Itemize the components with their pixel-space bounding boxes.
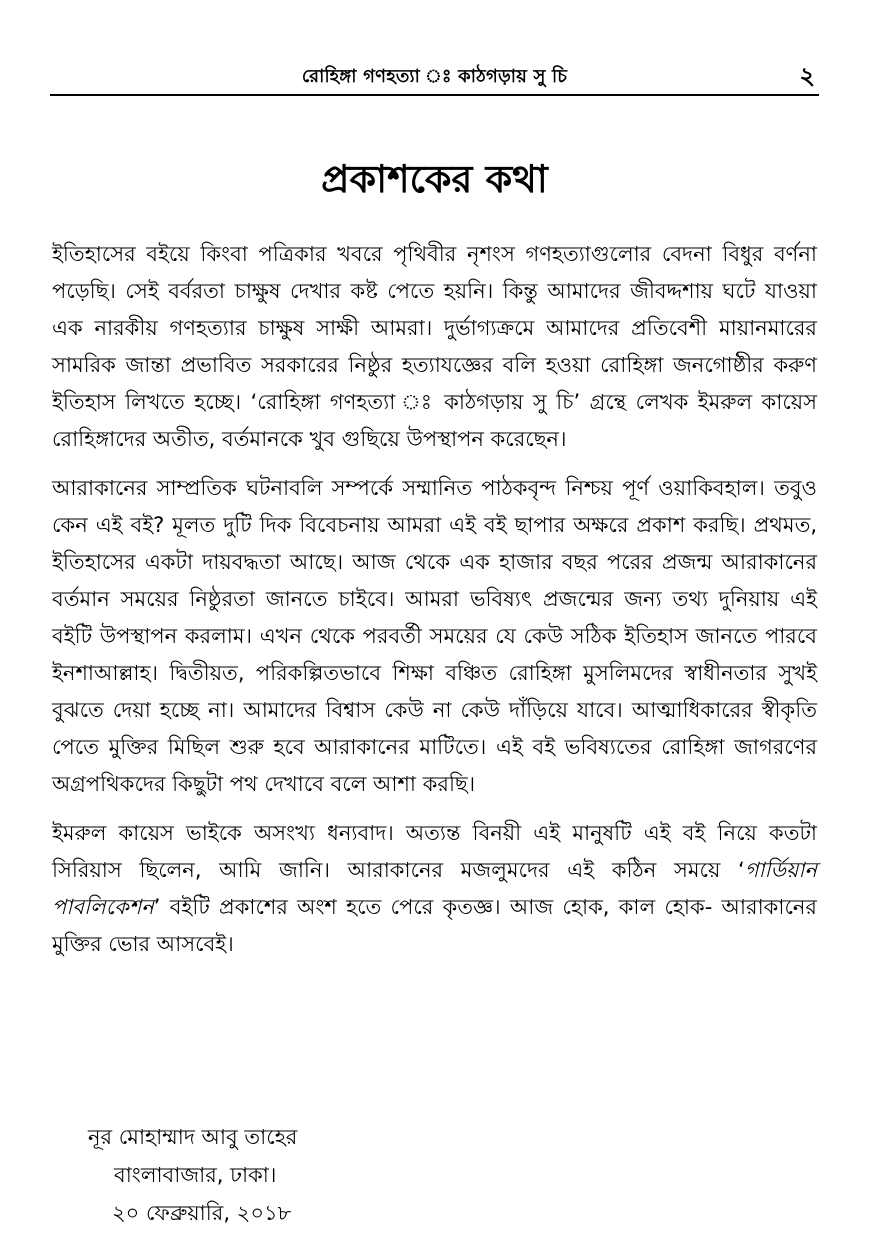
paragraph-1: ইতিহাসের বইয়ে কিংবা পত্রিকার খবরে পৃথিবীর নৃশংস গণহত্যাগুলোর বেদনা বিধুর বর্ণনা পড়েছি। সেই বর্বরতা চাক্ষুষ দেখার কষ্ট পেতে হয়নি। কিন্তু আমাদের জীবদ্দশায় ঘটে যাওয়া এক নারকীয় গণহত্যার চাক্ষুষ সাক্ষী আমরা। দুর্ভাগ্যক্রমে আমাদের প্রতিবেশী মায়ানমারের সামরিক জান্তা প্রভাবিত সরকারের নিষ্ঠুর হত্যাযজ্ঞের বলি হওয়া রোহিঙ্গা জনগোষ্ঠীর করুণ ইতিহাস লিখতে হচ্ছে। ‘রোহিঙ্গা গণহত্যা ঃ কাঠগড়ায় সু চি’ গ্রন্থে লেখক ইমরুল কায়েস রোহিঙ্গাদের অতীত, বর্তমানকে খুব গুছিয়ে উপস্থাপন করেছেন। xyxy=(52,242,817,451)
signature-place: বাংলাবাজার, ঢাকা। xyxy=(114,1163,277,1187)
chapter-title: প্রকাশকের কথা xyxy=(321,157,548,201)
body-text xyxy=(52,236,817,975)
running-title: রোহিঙ্গা গণহত্যা ঃ কাঠগড়ায় সু চি xyxy=(301,66,568,87)
signature-date: ২০ ফেব্রুয়ারি, ২০১৮ xyxy=(112,1201,292,1225)
page-number: ২ xyxy=(799,62,815,90)
signature-block xyxy=(88,1118,297,1232)
running-header xyxy=(50,56,819,92)
paragraph-2: আরাকানের সাম্প্রতিক ঘটনাবলি সম্পর্কে সম্মানিত পাঠকবৃন্দ নিশ্চয় পূর্ণ ওয়াকিবহাল। তবুও কেন এই বই? মূলত দুটি দিক বিবেচনায় আমরা এই বই ছাপার অক্ষরে প্রকাশ করছি। প্রথমত, ইতিহাসের একটা দায়বদ্ধতা আছে। আজ থেকে এক হাজার বছর পরের প্রজন্ম আরাকানের বর্তমান সময়ের নিষ্ঠুরতা জানতে চাইবে। আমরা ভবিষ্যৎ প্রজন্মের জন্য তথ্য দুনিয়ায় এই বইটি উপস্থাপন করলাম। এখন থেকে পরবর্তী সময়ের যে কেউ সঠিক ইতিহাস জানতে পারবে ইনশাআল্লাহ। দ্বিতীয়ত, পরিকল্পিতভাবে শিক্ষা বঞ্চিত রোহিঙ্গা মুসলিমদের স্বাধীনতার সুখই বুঝতে দেয়া হচ্ছে না। আমাদের বিশ্বাস কেউ না কেউ দাঁড়িয়ে যাবে। আত্মাধিকারের স্বীকৃতি পেতে মুক্তির মিছিল শুরু হবে আরাকানের মাটিতে। এই বই ভবিষ্যতের রোহিঙ্গা জাগরণের অগ্রপথিকদের কিছুটা পথ দেখাবে বলে আশা করছি। xyxy=(52,476,817,796)
header-rule xyxy=(50,94,819,96)
signature-name: নূর মোহাম্মাদ আবু তাহের xyxy=(88,1125,298,1149)
paragraph-3-text-after: ’ বইটি প্রকাশের অংশ হতে পেরে কৃতজ্ঞ। আজ হোক, কাল হোক- আরাকানের মুক্তির ভোর আসবেই। xyxy=(52,895,817,956)
paragraph-3 xyxy=(52,815,817,963)
publisher-name: গার্ডিয়ান পাবলিকেশন xyxy=(52,858,817,919)
paragraph-3-text-before: ইমরুল কায়েস ভাইকে অসংখ্য ধন্যবাদ। অত্যন্ত বিনয়ী এই মানুষটি এই বই নিয়ে কতটা সিরিয়াস ছিলেন, আমি জানি। আরাকানের মজলুমদের এই কঠিন সময়ে ‘ xyxy=(52,821,817,882)
